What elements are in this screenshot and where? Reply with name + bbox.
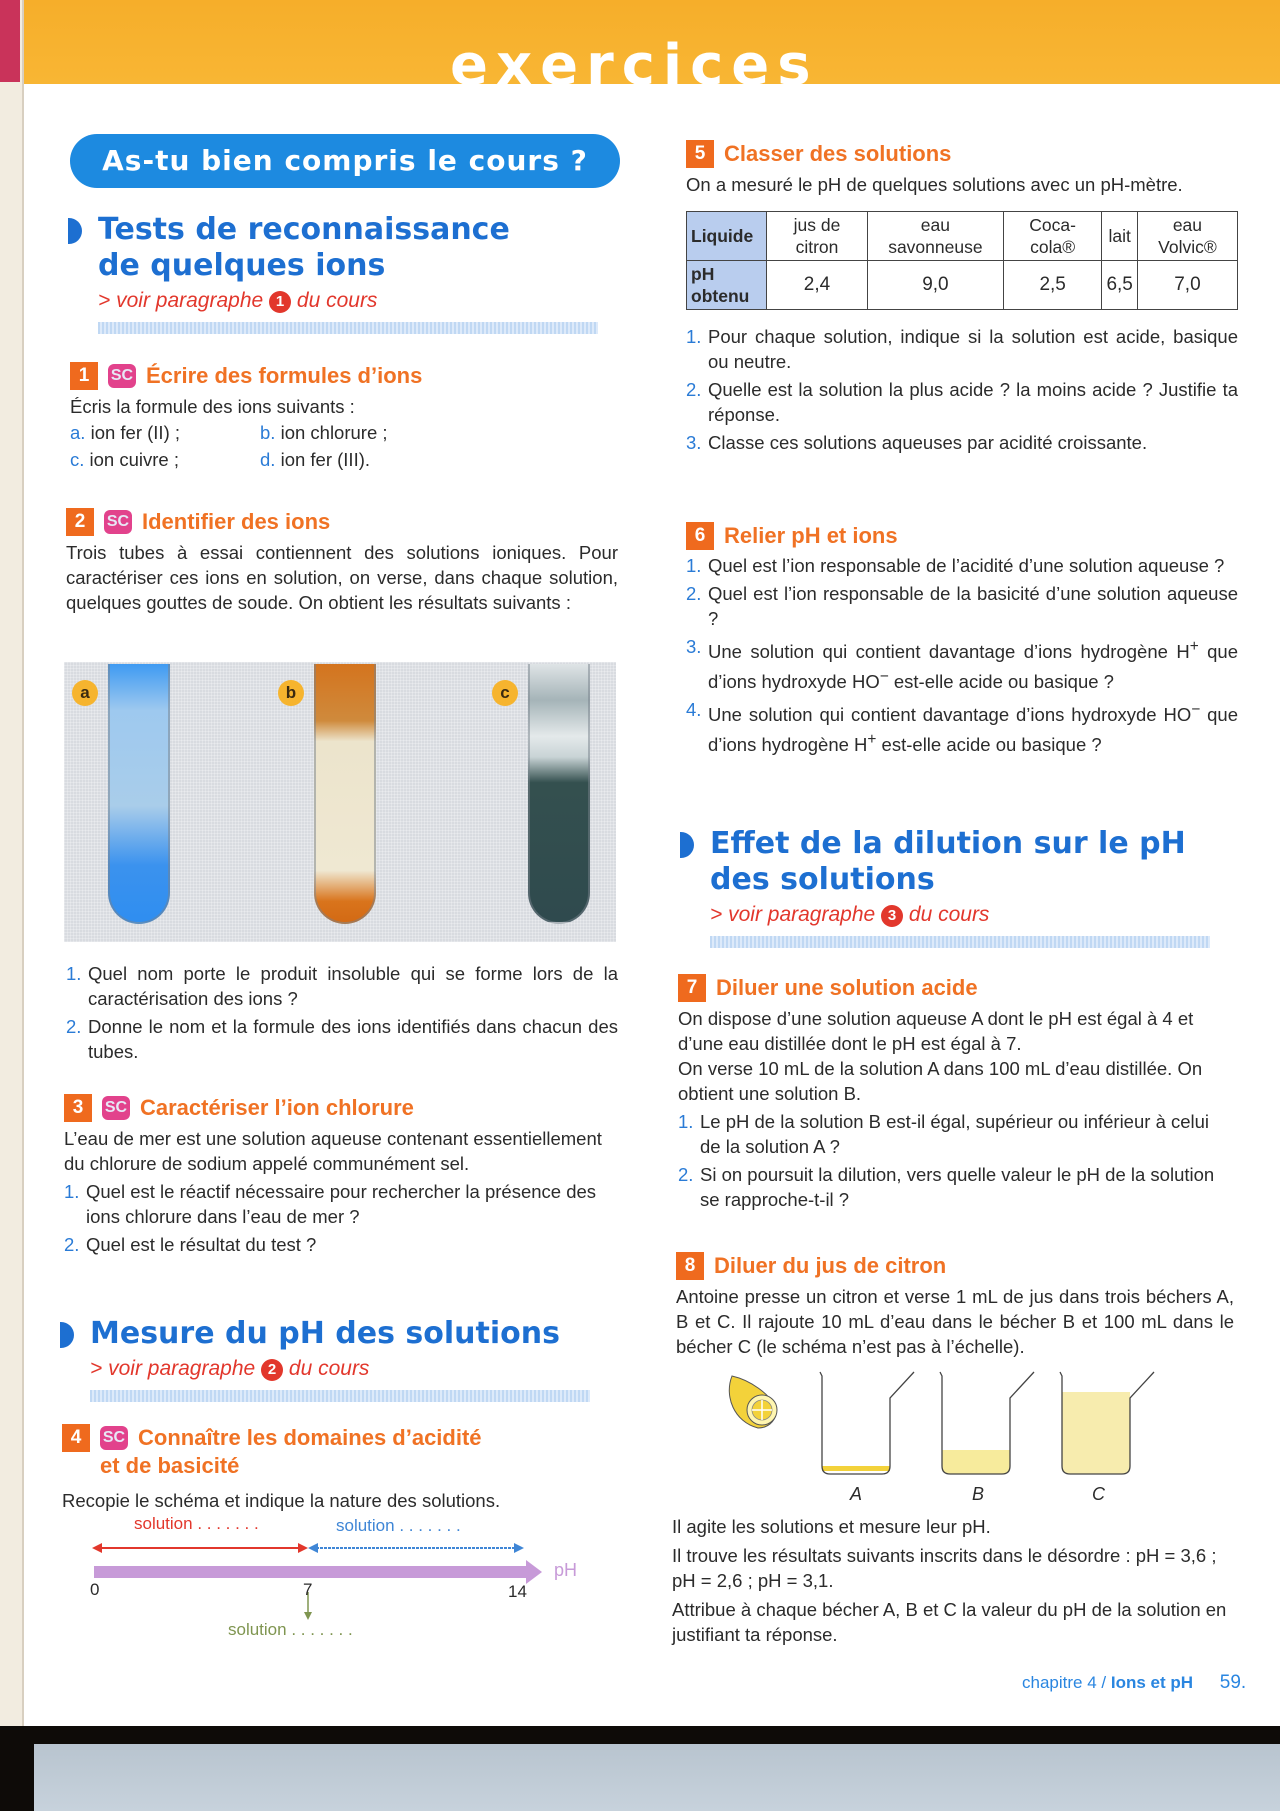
- question-number: 1.: [686, 555, 702, 576]
- table-row: [687, 261, 1238, 310]
- item-text: ion fer (III).: [280, 449, 371, 470]
- section-marker-icon: [680, 832, 694, 858]
- exercise-number-badge: 7: [678, 974, 706, 1002]
- see-prefix: > voir paragraphe: [90, 1357, 256, 1380]
- exercise-intro: Recopie le schéma et indique la nature des solutions.: [62, 1490, 501, 1511]
- paragraph-number-badge: 3: [881, 905, 903, 927]
- question: [686, 581, 1238, 631]
- beaker-c-icon: [1060, 1372, 1154, 1474]
- question-number: 3.: [686, 636, 702, 657]
- item-grid: [70, 419, 622, 473]
- exercise-number-badge: 2: [66, 508, 94, 536]
- exercise-4: [62, 1424, 622, 1513]
- neutral-label: solution . . . . . . .: [228, 1620, 353, 1639]
- instruction-text: Attribue à chaque bécher A, B et C la valeur du pH de la solution en justifiant ta réponse.: [672, 1599, 1227, 1645]
- base-label: solution . . . . . . .: [336, 1516, 461, 1535]
- beaker-label-b: B: [972, 1484, 985, 1504]
- section-title-line: des solutions: [710, 862, 935, 897]
- paragraph-number-badge: 1: [269, 291, 291, 313]
- question-number: 4.: [686, 699, 702, 721]
- exercise-8-instructions: [672, 1510, 1232, 1647]
- question-number: 2.: [66, 1016, 82, 1037]
- section-title: [680, 826, 1240, 898]
- test-tubes-photo: [64, 662, 616, 942]
- tube-label-b: b: [278, 680, 304, 706]
- question: [686, 634, 1238, 694]
- exercise-title: et de basicité: [100, 1453, 240, 1478]
- question: [678, 1109, 1234, 1159]
- exercise-intro: L’eau de mer est une solution aqueuse contenant essentiellement du chlorure de sodium appelé communément sel.: [64, 1128, 602, 1174]
- table-cell: 2,5: [1003, 261, 1102, 310]
- text-part: que d’ions hydroxyde HO: [708, 641, 1238, 693]
- see-paragraph-link[interactable]: [60, 1356, 620, 1382]
- table-cell: Coca-cola®: [1003, 212, 1102, 261]
- question-number: 1.: [66, 963, 82, 984]
- section-title-line: Effet de la dilution sur le pH: [710, 826, 1186, 861]
- question-number: 2.: [686, 583, 702, 604]
- section-title: [60, 1316, 620, 1352]
- question-text: [708, 634, 1238, 694]
- item-letter: a.: [70, 422, 86, 443]
- exercise-title: Relier pH et ions: [724, 523, 898, 548]
- text-part: que d’ions hydrogène H: [708, 704, 1238, 756]
- question-list: [686, 324, 1238, 455]
- table-cell: eau Volvic®: [1137, 212, 1237, 261]
- exercise-number-badge: 6: [686, 522, 714, 550]
- sc-badge-icon: SC: [102, 1096, 130, 1120]
- question-text: Quelle est la solution la plus acide ? la moins acide ? Justifie ta réponse.: [708, 379, 1238, 425]
- see-prefix: > voir paragraphe: [98, 289, 264, 312]
- see-suffix: du cours: [288, 1357, 370, 1380]
- table-cell: 6,5: [1102, 261, 1137, 310]
- charge-sup: +: [867, 731, 877, 749]
- question: [66, 1014, 618, 1064]
- question-text: Quel est l’ion responsable de la basicité d’une solution aqueuse ?: [708, 583, 1238, 629]
- item-letter: c.: [70, 449, 85, 470]
- dotted-divider: [90, 1390, 590, 1402]
- list-item: [70, 419, 260, 446]
- exercise-8: [676, 1252, 1234, 1359]
- question-number: 2.: [686, 379, 702, 400]
- beaker-label-a: A: [850, 1484, 863, 1504]
- question: [686, 324, 1238, 374]
- sc-badge-icon: SC: [100, 1426, 128, 1450]
- text-part: Une solution qui contient davantage d’ions hydrogène H: [708, 641, 1190, 663]
- spine-tab: [0, 0, 20, 82]
- table-cell: 7,0: [1137, 261, 1237, 310]
- table-cell: eau savonneuse: [867, 212, 1003, 261]
- question-number: 2.: [64, 1234, 80, 1255]
- table-cell: 9,0: [867, 261, 1003, 310]
- question-text: Quel est le résultat du test ?: [86, 1234, 317, 1255]
- exercise-title: Classer des solutions: [724, 141, 952, 166]
- charge-sup: +: [1189, 638, 1199, 655]
- beaker-b-icon: [940, 1372, 1034, 1474]
- exercise-title: Écrire des formules d’ions: [146, 363, 423, 388]
- question: [686, 553, 1238, 578]
- exercise-title: Connaître les domaines d’acidité: [138, 1425, 482, 1450]
- section-mesure: [60, 1316, 620, 1402]
- exercise-intro: On a mesuré le pH de quelques solutions avec un pH-mètre.: [686, 174, 1183, 195]
- question: [64, 1179, 616, 1229]
- tick-14: 14: [508, 1582, 527, 1601]
- question-text: Quel est l’ion responsable de l’acidité d’une solution aqueuse ?: [708, 555, 1225, 576]
- test-tube-c: [528, 664, 590, 924]
- ph-scale-diagram: [90, 1514, 590, 1644]
- exercise-number-badge: 8: [676, 1252, 704, 1280]
- exercise-heading: [64, 1094, 616, 1122]
- question: [64, 1232, 616, 1257]
- section-title-line: Mesure du pH des solutions: [90, 1316, 560, 1351]
- item-letter: d.: [260, 449, 276, 470]
- table-cell: lait: [1102, 212, 1137, 261]
- question-number: 1.: [686, 326, 702, 347]
- question-number: 2.: [678, 1164, 694, 1185]
- item-letter: b.: [260, 422, 276, 443]
- exercise-3: [64, 1094, 616, 1257]
- sc-badge-icon: SC: [108, 364, 136, 388]
- section-tests: [68, 212, 628, 334]
- exercise-heading: [70, 362, 622, 390]
- see-paragraph-link[interactable]: [680, 902, 1240, 928]
- see-suffix: du cours: [908, 903, 990, 926]
- question: [686, 697, 1238, 757]
- section-title-line: Tests de reconnaissance: [98, 212, 510, 247]
- exercise-intro: Antoine presse un citron et verse 1 mL de jus dans trois béchers A, B et C. Il rajoute 10 mL d’eau dans le bécher B et 100 mL dans le bécher C (le schéma n’est pas à l’échelle).: [676, 1286, 1234, 1357]
- scanner-background: [34, 1744, 1280, 1811]
- exercise-heading: [676, 1252, 1234, 1280]
- test-tube-a: [108, 664, 170, 924]
- exercise-intro: Trois tubes à essai contiennent des solutions ioniques. Pour caractériser ces ions en solution, on verse, dans chaque solution, quelques gouttes de soude. On obtient les résultats suivants :: [66, 542, 618, 613]
- see-suffix: du cours: [296, 289, 378, 312]
- exercise-intro: On verse 10 mL de la solution A dans 100 mL d’eau distillée. On obtient une solution B.: [678, 1058, 1203, 1104]
- lemon-icon: [729, 1376, 777, 1428]
- page-number: 59.: [1219, 1672, 1247, 1693]
- exercise-2: [66, 508, 618, 615]
- exercise-2-questions: [66, 958, 618, 1064]
- exercise-number-badge: 3: [64, 1094, 92, 1122]
- instruction-text: Il agite les solutions et mesure leur pH.: [672, 1516, 991, 1537]
- charge-sup: −: [1191, 701, 1201, 719]
- footer-chapter: chapitre 4 /: [1022, 1673, 1107, 1692]
- question-text: Quel nom porte le produit insoluble qui se forme lors de la caractérisation des ions ?: [88, 963, 618, 1009]
- table-header-cell: pH obtenu: [687, 261, 767, 310]
- see-prefix: > voir paragraphe: [710, 903, 876, 926]
- question: [686, 430, 1238, 455]
- beaker-label-c: C: [1092, 1484, 1105, 1504]
- section-marker-icon: [60, 1322, 74, 1348]
- question: [66, 961, 618, 1011]
- table-row: [687, 212, 1238, 261]
- question-text: Le pH de la solution B est-il égal, supérieur ou inférieur à celui de la solution A ?: [700, 1111, 1210, 1157]
- question-text: Si on poursuit la dilution, vers quelle valeur le pH de la solution se rapproche-t-il ?: [700, 1164, 1215, 1210]
- beakers-diagram: [720, 1366, 1180, 1506]
- list-item: [70, 446, 260, 473]
- test-tube-b: [314, 664, 376, 924]
- item-text: ion cuivre ;: [89, 449, 179, 470]
- question-text: Donne le nom et la formule des ions identifiés dans chacun des tubes.: [88, 1016, 618, 1062]
- exercise-number-badge: 1: [70, 362, 98, 390]
- question-number: 1.: [678, 1111, 694, 1132]
- question-number: 1.: [64, 1181, 80, 1202]
- paragraph-number-badge: 2: [261, 1359, 283, 1381]
- page-footer: [1022, 1672, 1246, 1694]
- exercise-title: Diluer du jus de citron: [714, 1253, 947, 1278]
- item-text: ion chlorure ;: [280, 422, 388, 443]
- exercise-number-badge: 5: [686, 140, 714, 168]
- exercise-title: Caractériser l’ion chlorure: [140, 1095, 414, 1120]
- charge-sup: −: [879, 668, 889, 686]
- see-paragraph-link[interactable]: [68, 288, 628, 314]
- text-part: est-elle acide ou basique ?: [888, 671, 1114, 693]
- exercise-title: Identifier des ions: [142, 509, 331, 534]
- question-text: Pour chaque solution, indique si la solution est acide, basique ou neutre.: [708, 326, 1238, 372]
- page-header-title: exercices: [450, 33, 819, 98]
- exercise-1: [70, 362, 622, 473]
- ph-table: [686, 211, 1238, 310]
- exercise-heading: [678, 974, 1234, 1002]
- exercise-6: [686, 522, 1238, 758]
- banner-pill: As-tu bien compris le cours ?: [70, 134, 620, 188]
- question-text: [708, 697, 1238, 757]
- item-text: ion fer (II) ;: [90, 422, 181, 443]
- axis-label-ph: pH: [554, 1560, 578, 1580]
- exercise-intro: Écris la formule des ions suivants :: [70, 396, 355, 417]
- exercise-intro: On dispose d’une solution aqueuse A dont le pH est égal à 4 et d’une eau distillée dont le pH est égal à 7.: [678, 1008, 1194, 1054]
- tube-label-a: a: [72, 680, 98, 706]
- list-item: [260, 446, 460, 473]
- acid-label: solution . . . . . . .: [134, 1514, 259, 1533]
- table-header-cell: Liquide: [687, 212, 767, 261]
- sc-badge-icon: SC: [104, 510, 132, 534]
- text-part: est-elle acide ou basique ?: [876, 734, 1102, 756]
- list-item: [260, 419, 460, 446]
- tick-0: 0: [90, 1580, 100, 1599]
- section-marker-icon: [68, 218, 82, 244]
- question: [678, 1162, 1234, 1212]
- beaker-a-icon: [820, 1372, 914, 1474]
- text-part: Une solution qui contient davantage d’ions hydroxyde HO: [708, 704, 1192, 726]
- table-cell: 2,4: [767, 261, 868, 310]
- question-number: 3.: [686, 432, 702, 453]
- dotted-divider: [98, 322, 598, 334]
- exercise-heading: [686, 140, 1238, 168]
- exercise-heading: [686, 522, 1238, 550]
- exercise-5: [686, 140, 1238, 455]
- book-spine: [0, 0, 24, 1730]
- exercise-heading-line2: [62, 1452, 622, 1480]
- tick-7: 7: [303, 1580, 313, 1599]
- question-text: Classe ces solutions aqueuses par acidité croissante.: [708, 432, 1148, 453]
- tube-label-c: c: [492, 680, 518, 706]
- section-title: [68, 212, 628, 284]
- table-cell: jus de citron: [767, 212, 868, 261]
- section-dilution: [680, 826, 1240, 948]
- exercise-7: [678, 974, 1234, 1212]
- question-text: Quel est le réactif nécessaire pour rechercher la présence des ions chlorure dans l’eau de mer ?: [86, 1181, 597, 1227]
- section-title-line: de quelques ions: [98, 248, 386, 283]
- dotted-divider: [710, 936, 1210, 948]
- exercise-heading: [62, 1424, 622, 1452]
- exercise-title: Diluer une solution acide: [716, 975, 978, 1000]
- exercise-number-badge: 4: [62, 1424, 90, 1452]
- instruction-text: Il trouve les résultats suivants inscrits dans le désordre : pH = 3,6 ; pH = 2,6 ; pH = 3,1.: [672, 1545, 1217, 1591]
- question: [686, 377, 1238, 427]
- footer-chapter-title: Ions et pH: [1110, 1673, 1194, 1692]
- exercise-heading: [66, 508, 618, 536]
